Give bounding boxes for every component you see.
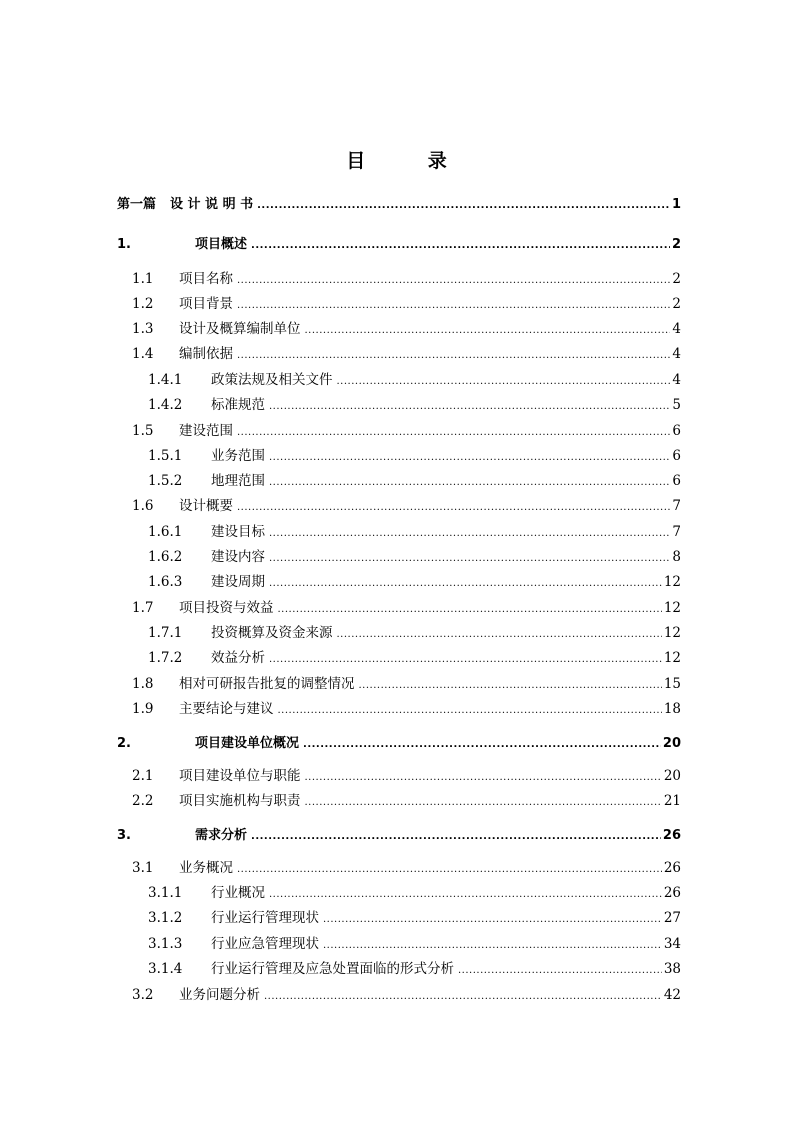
toc-page-number: 2 <box>671 237 681 252</box>
toc-page-number: 7 <box>672 498 681 514</box>
toc-entry[interactable] <box>148 881 681 901</box>
toc-entry-title: 效益分析 <box>211 650 265 666</box>
toc-entry-title: 项目背景 <box>179 296 233 312</box>
toc-entry-title: 业务概况 <box>179 860 233 876</box>
toc-page-number: 26 <box>663 885 681 901</box>
toc-entry-title: 相对可研报告批复的调整情况 <box>179 676 355 692</box>
toc-entry-title: 设计概要 <box>179 498 233 514</box>
toc-entry[interactable] <box>132 419 681 439</box>
toc-page-number: 21 <box>663 793 681 809</box>
toc-entry[interactable] <box>148 932 681 952</box>
toc-page-number: 1 <box>671 197 681 212</box>
toc-page-number: 34 <box>663 936 681 952</box>
toc-page-number: 2 <box>672 296 681 312</box>
toc-page-number: 12 <box>663 650 681 666</box>
toc-entry-number: 1.8 <box>132 676 154 692</box>
toc-entry-number: 2.1 <box>132 768 154 784</box>
toc-page-number: 4 <box>672 372 681 388</box>
toc-entry-number: 3.1.1 <box>148 885 183 901</box>
toc-entry-title: 地理范围 <box>211 473 265 489</box>
toc-entry[interactable] <box>148 545 681 565</box>
toc-leader-dots <box>305 325 671 336</box>
toc-entry-number: 3.1.4 <box>148 961 183 977</box>
toc-page-number: 4 <box>672 346 681 362</box>
toc-entry-title: 项目建设单位概况 <box>195 736 300 751</box>
toc-entry[interactable] <box>132 317 681 337</box>
toc-entry-title: 建设范围 <box>179 423 233 439</box>
toc-leader-dots <box>278 705 662 716</box>
toc-leader-dots <box>303 739 661 750</box>
toc-entry-title: 业务问题分析 <box>179 987 260 1003</box>
toc-entry-title: 业务范围 <box>211 448 265 464</box>
toc-page-number: 12 <box>663 625 681 641</box>
toc-entry[interactable] <box>148 570 681 590</box>
toc-page-number: 26 <box>663 860 681 876</box>
toc-entry-number: 3.2 <box>132 987 154 1003</box>
toc-entry-title: 行业运行管理及应急处置面临的形式分析 <box>211 961 454 977</box>
toc-entry-number: 1.4 <box>132 346 154 362</box>
toc-leader-dots <box>278 604 662 615</box>
toc-page-number: 2 <box>672 271 681 287</box>
toc-entry-number: 1.6.1 <box>148 524 183 540</box>
toc-entry[interactable] <box>148 906 681 926</box>
toc-entry-number: 1.6.3 <box>148 574 183 590</box>
toc-page-number: 6 <box>672 473 681 489</box>
toc-entry-title: 投资概算及资金来源 <box>211 625 333 641</box>
toc-entry-title: 行业应急管理现状 <box>211 936 319 952</box>
toc-page-number: 20 <box>662 736 681 751</box>
toc-entry[interactable] <box>132 789 681 809</box>
toc-page-number: 18 <box>663 701 681 717</box>
toc-entry[interactable] <box>148 393 681 413</box>
toc-entry-number: 1.5.1 <box>148 448 183 464</box>
toc-leader-dots <box>237 275 670 286</box>
toc-entry[interactable] <box>132 856 681 876</box>
toc-entry-number: 1.2 <box>132 296 154 312</box>
toc-entry-number: 1.7.2 <box>148 650 183 666</box>
toc-entry-title: 编制依据 <box>179 346 233 362</box>
toc-entry-number: 1.4.1 <box>148 372 183 388</box>
toc-title: 目 录 <box>346 150 475 172</box>
toc-entry[interactable] <box>148 646 681 666</box>
toc-entry-number: 1.6 <box>132 498 154 514</box>
toc-page-number: 38 <box>663 961 681 977</box>
toc-page-number: 7 <box>672 524 681 540</box>
toc-leader-dots <box>305 797 662 808</box>
toc-entry[interactable] <box>117 732 681 751</box>
toc-leader-dots <box>269 654 662 665</box>
toc-entry-number: 1.5.2 <box>148 473 183 489</box>
toc-entry-number: 1.7.1 <box>148 625 183 641</box>
toc-entry-number: 1.6.2 <box>148 549 183 565</box>
toc-entry-title: 行业概况 <box>211 885 265 901</box>
toc-entry[interactable] <box>132 596 681 616</box>
toc-entry[interactable] <box>132 494 681 514</box>
toc-page-number: 26 <box>662 828 681 843</box>
toc-entry-number: 1.5 <box>132 423 154 439</box>
toc-entry-number: 2. <box>117 736 131 751</box>
toc-leader-dots <box>269 889 662 900</box>
toc-entry-title: 标准规范 <box>211 397 265 413</box>
toc-page-number: 20 <box>663 768 681 784</box>
toc-entry[interactable] <box>148 957 681 977</box>
toc-entry[interactable] <box>148 520 681 540</box>
toc-entry-title: 设 计 说 明 书 <box>170 197 254 212</box>
toc-entry-number: 1.1 <box>132 271 154 287</box>
toc-entry[interactable] <box>117 233 681 252</box>
toc-entry[interactable] <box>132 342 681 362</box>
toc-leader-dots <box>269 553 670 564</box>
toc-entry-number: 1.3 <box>132 321 154 337</box>
toc-page-number: 12 <box>663 600 681 616</box>
toc-entry-title: 项目投资与效益 <box>179 600 274 616</box>
toc-page-number: 27 <box>663 910 681 926</box>
toc-leader-dots <box>269 477 670 488</box>
toc-entry[interactable] <box>148 469 681 489</box>
toc-entry-number: 3.1.3 <box>148 936 183 952</box>
toc-entry-number: 1.4.2 <box>148 397 183 413</box>
toc-page-number: 4 <box>672 321 681 337</box>
toc-leader-dots <box>269 528 670 539</box>
toc-leader-dots <box>237 350 670 361</box>
toc-leader-dots <box>269 452 670 463</box>
toc-entry-title: 政策法规及相关文件 <box>211 372 333 388</box>
toc-entry[interactable] <box>117 193 681 212</box>
toc-leader-dots <box>251 240 670 251</box>
toc-entry-number: 1.9 <box>132 701 154 717</box>
toc-leader-dots <box>269 401 670 412</box>
toc-entry[interactable] <box>132 292 681 312</box>
toc-entry-title: 行业运行管理现状 <box>211 910 319 926</box>
toc-leader-dots <box>237 502 670 513</box>
toc-leader-dots <box>323 914 662 925</box>
toc-entry[interactable] <box>132 764 681 784</box>
toc-entry-number: 3.1 <box>132 860 154 876</box>
toc-entry[interactable] <box>117 824 681 843</box>
toc-page-number: 5 <box>672 397 681 413</box>
toc-entry-title: 设计及概算编制单位 <box>179 321 301 337</box>
toc-leader-dots <box>305 772 662 783</box>
toc-entry-title: 项目名称 <box>179 271 233 287</box>
toc-page-number: 8 <box>672 549 681 565</box>
toc-entry-number: 1. <box>117 237 131 252</box>
toc-leader-dots <box>269 578 662 589</box>
toc-leader-dots <box>257 200 670 211</box>
toc-leader-dots <box>251 831 661 842</box>
toc-entry[interactable] <box>132 267 681 287</box>
toc-page-number: 42 <box>663 987 681 1003</box>
toc-entry-title: 建设内容 <box>211 549 265 565</box>
toc-entry-number: 3.1.2 <box>148 910 183 926</box>
toc-entry-title: 建设目标 <box>211 524 265 540</box>
toc-entry[interactable] <box>148 621 681 641</box>
toc-entry-number: 1.7 <box>132 600 154 616</box>
toc-leader-dots <box>359 680 662 691</box>
toc-leader-dots <box>458 965 662 976</box>
toc-entry[interactable] <box>148 444 681 464</box>
toc-page-number: 12 <box>663 574 681 590</box>
toc-entry-number: 3. <box>117 828 131 843</box>
toc-page-number: 6 <box>672 423 681 439</box>
toc-entry[interactable] <box>132 697 681 717</box>
toc-entry-title: 建设周期 <box>211 574 265 590</box>
toc-page-number: 6 <box>672 448 681 464</box>
toc-entry-title: 项目建设单位与职能 <box>179 768 301 784</box>
toc-leader-dots <box>237 300 670 311</box>
toc-page-number: 15 <box>663 676 681 692</box>
toc-entry-number: 第一篇 <box>117 197 157 212</box>
toc-entry-title: 项目概述 <box>195 237 248 252</box>
toc-leader-dots <box>337 376 671 387</box>
toc-leader-dots <box>264 991 662 1002</box>
toc-entry[interactable] <box>132 983 681 1003</box>
toc-entry[interactable] <box>132 672 681 692</box>
toc-entry-number: 2.2 <box>132 793 154 809</box>
toc-leader-dots <box>237 427 670 438</box>
toc-entry[interactable] <box>148 368 681 388</box>
toc-entry-title: 需求分析 <box>195 828 248 843</box>
toc-entry-title: 项目实施机构与职责 <box>179 793 301 809</box>
toc-leader-dots <box>237 864 662 875</box>
toc-leader-dots <box>323 940 662 951</box>
toc-leader-dots <box>337 629 662 640</box>
toc-entry-title: 主要结论与建议 <box>179 701 274 717</box>
